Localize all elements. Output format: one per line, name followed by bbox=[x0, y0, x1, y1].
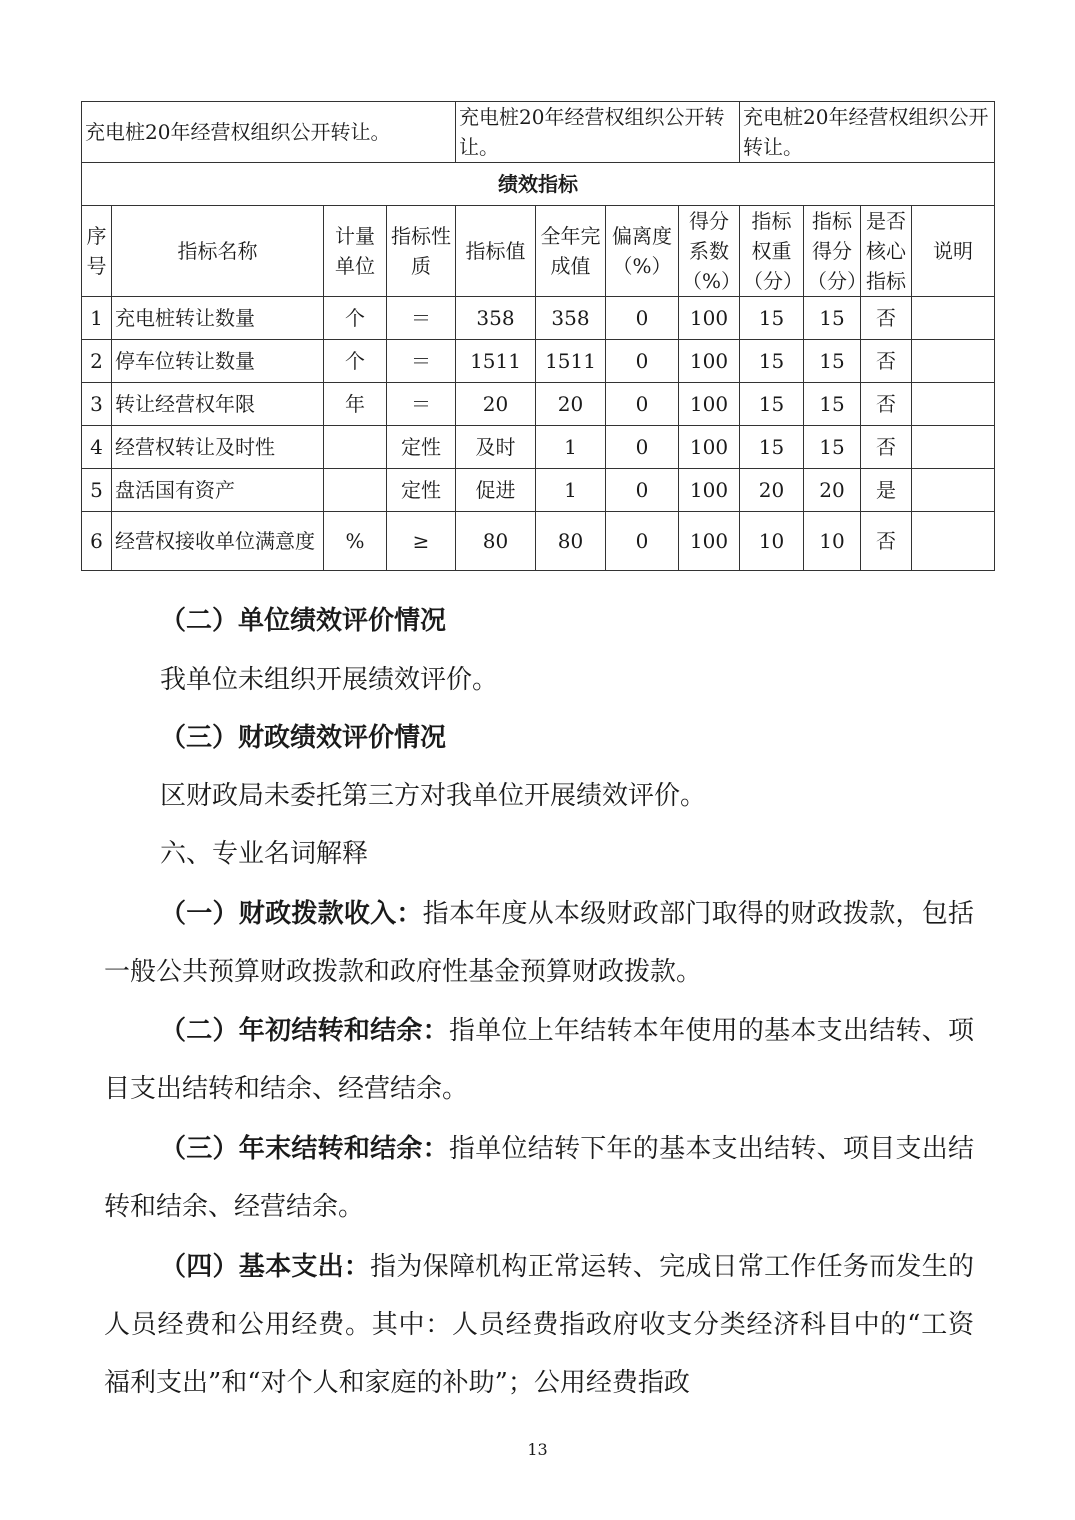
table-row bbox=[82, 383, 995, 426]
header-weight: 指标权重（分） bbox=[740, 206, 804, 297]
term-paragraph bbox=[104, 1002, 974, 1118]
cell-weight: 15 bbox=[740, 383, 804, 426]
fin-eval-text: 区财政局未委托第三方对我单位开展绩效评价。 bbox=[160, 781, 707, 811]
table-row bbox=[82, 340, 995, 383]
cell-nature: ＝ bbox=[387, 340, 456, 383]
section-title: 绩效指标 bbox=[82, 163, 995, 206]
term-paragraph bbox=[104, 1120, 974, 1236]
header-actual: 全年完成值 bbox=[536, 206, 606, 297]
performance-table bbox=[81, 101, 995, 571]
cell-coef: 100 bbox=[679, 426, 740, 469]
cell-core: 否 bbox=[861, 297, 912, 340]
cell-value: 促进 bbox=[456, 469, 536, 512]
cell-score: 10 bbox=[804, 512, 861, 571]
cell-actual: 1 bbox=[536, 426, 606, 469]
cell-name: 转让经营权年限 bbox=[112, 383, 324, 426]
cell-value: 及时 bbox=[456, 426, 536, 469]
cell-weight: 10 bbox=[740, 512, 804, 571]
unit-eval-text: 我单位未组织开展绩效评价。 bbox=[160, 665, 499, 695]
cell-nature: 定性 bbox=[387, 426, 456, 469]
cell-value: 1511 bbox=[456, 340, 536, 383]
cell-weight: 20 bbox=[740, 469, 804, 512]
header-seq: 序号 bbox=[82, 206, 112, 297]
goal-row bbox=[82, 102, 995, 163]
header-nature: 指标性质 bbox=[387, 206, 456, 297]
cell-deviation: 0 bbox=[606, 512, 679, 571]
page-number: 13 bbox=[527, 1440, 548, 1459]
cell-deviation: 0 bbox=[606, 297, 679, 340]
cell-note bbox=[912, 297, 995, 340]
cell-actual: 1 bbox=[536, 469, 606, 512]
header-deviation: 偏离度（%） bbox=[606, 206, 679, 297]
cell-deviation: 0 bbox=[606, 340, 679, 383]
cell-core: 否 bbox=[861, 383, 912, 426]
cell-value: 20 bbox=[456, 383, 536, 426]
cell-seq: 4 bbox=[82, 426, 112, 469]
cell-deviation: 0 bbox=[606, 383, 679, 426]
cell-deviation: 0 bbox=[606, 426, 679, 469]
cell-nature: ＝ bbox=[387, 297, 456, 340]
cell-nature: 定性 bbox=[387, 469, 456, 512]
cell-core: 否 bbox=[861, 340, 912, 383]
cell-core: 是 bbox=[861, 469, 912, 512]
cell-deviation: 0 bbox=[606, 469, 679, 512]
table-row bbox=[82, 426, 995, 469]
section-title-row bbox=[82, 163, 995, 206]
goal-cell: 充电桩20年经营权组织公开转让。 bbox=[456, 102, 740, 163]
cell-seq: 2 bbox=[82, 340, 112, 383]
cell-coef: 100 bbox=[679, 340, 740, 383]
cell-nature: ＝ bbox=[387, 383, 456, 426]
goal-cell: 充电桩20年经营权组织公开转让。 bbox=[740, 102, 995, 163]
term-label: （二）年初结转和结余： bbox=[160, 1016, 449, 1046]
cell-note bbox=[912, 426, 995, 469]
cell-score: 15 bbox=[804, 426, 861, 469]
unit-eval-heading: （二）单位绩效评价情况 bbox=[160, 606, 447, 636]
term-text: 指单位结转下年的基本支出结转、项目支出结转和结余、经营结余。 bbox=[104, 1134, 974, 1222]
header-score: 指标得分（分） bbox=[804, 206, 861, 297]
cell-unit: 年 bbox=[324, 383, 387, 426]
cell-coef: 100 bbox=[679, 469, 740, 512]
term-label: （三）年末结转和结余： bbox=[160, 1134, 449, 1164]
cell-name: 经营权转让及时性 bbox=[112, 426, 324, 469]
cell-coef: 100 bbox=[679, 383, 740, 426]
cell-weight: 15 bbox=[740, 426, 804, 469]
cell-unit bbox=[324, 426, 387, 469]
cell-unit: % bbox=[324, 512, 387, 571]
header-note: 说明 bbox=[912, 206, 995, 297]
table-row bbox=[82, 512, 995, 571]
cell-note bbox=[912, 340, 995, 383]
cell-seq: 1 bbox=[82, 297, 112, 340]
cell-seq: 6 bbox=[82, 512, 112, 571]
cell-actual: 358 bbox=[536, 297, 606, 340]
cell-seq: 3 bbox=[82, 383, 112, 426]
cell-score: 15 bbox=[804, 297, 861, 340]
cell-actual: 1511 bbox=[536, 340, 606, 383]
cell-name: 充电桩转让数量 bbox=[112, 297, 324, 340]
cell-coef: 100 bbox=[679, 297, 740, 340]
header-core: 是否核心指标 bbox=[861, 206, 912, 297]
header-name: 指标名称 bbox=[112, 206, 324, 297]
cell-nature: ≥ bbox=[387, 512, 456, 571]
term-paragraph bbox=[104, 1238, 974, 1412]
header-value: 指标值 bbox=[456, 206, 536, 297]
cell-actual: 80 bbox=[536, 512, 606, 571]
cell-core: 否 bbox=[861, 426, 912, 469]
header-unit: 计量单位 bbox=[324, 206, 387, 297]
cell-seq: 5 bbox=[82, 469, 112, 512]
term-text: 指单位上年结转本年使用的基本支出结转、项目支出结转和结余、经营结余。 bbox=[104, 1016, 974, 1104]
cell-note bbox=[912, 512, 995, 571]
cell-unit: 个 bbox=[324, 340, 387, 383]
cell-name: 盘活国有资产 bbox=[112, 469, 324, 512]
term-text: 指为保障机构正常运转、完成日常工作任务而发生的人员经费和公用经费。其中：人员经费指政府收支分类经济科目中的“工资福利支出”和“对个人和家庭的补助”；公用经费指政 bbox=[104, 1252, 974, 1398]
term-label: （四）基本支出： bbox=[160, 1252, 371, 1282]
header-coef: 得分系数（%） bbox=[679, 206, 740, 297]
fin-eval-heading: （三）财政绩效评价情况 bbox=[160, 723, 447, 753]
cell-name: 经营权接收单位满意度 bbox=[112, 512, 324, 571]
cell-value: 80 bbox=[456, 512, 536, 571]
cell-score: 15 bbox=[804, 383, 861, 426]
header-row bbox=[82, 206, 995, 297]
goal-cell: 充电桩20年经营权组织公开转让。 bbox=[82, 102, 456, 163]
cell-coef: 100 bbox=[679, 512, 740, 571]
cell-core: 否 bbox=[861, 512, 912, 571]
term-paragraph bbox=[104, 885, 974, 1001]
cell-score: 15 bbox=[804, 340, 861, 383]
cell-score: 20 bbox=[804, 469, 861, 512]
cell-value: 358 bbox=[456, 297, 536, 340]
term-label: （一）财政拨款收入： bbox=[160, 899, 423, 929]
cell-unit bbox=[324, 469, 387, 512]
cell-note bbox=[912, 383, 995, 426]
term-text: 指本年度从本级财政部门取得的财政拨款，包括一般公共预算财政拨款和政府性基金预算财政拨款。 bbox=[104, 899, 974, 987]
cell-weight: 15 bbox=[740, 340, 804, 383]
table-row bbox=[82, 297, 995, 340]
cell-weight: 15 bbox=[740, 297, 804, 340]
cell-note bbox=[912, 469, 995, 512]
table-row bbox=[82, 469, 995, 512]
cell-unit: 个 bbox=[324, 297, 387, 340]
terms-heading: 六、专业名词解释 bbox=[160, 839, 369, 869]
cell-actual: 20 bbox=[536, 383, 606, 426]
cell-name: 停车位转让数量 bbox=[112, 340, 324, 383]
